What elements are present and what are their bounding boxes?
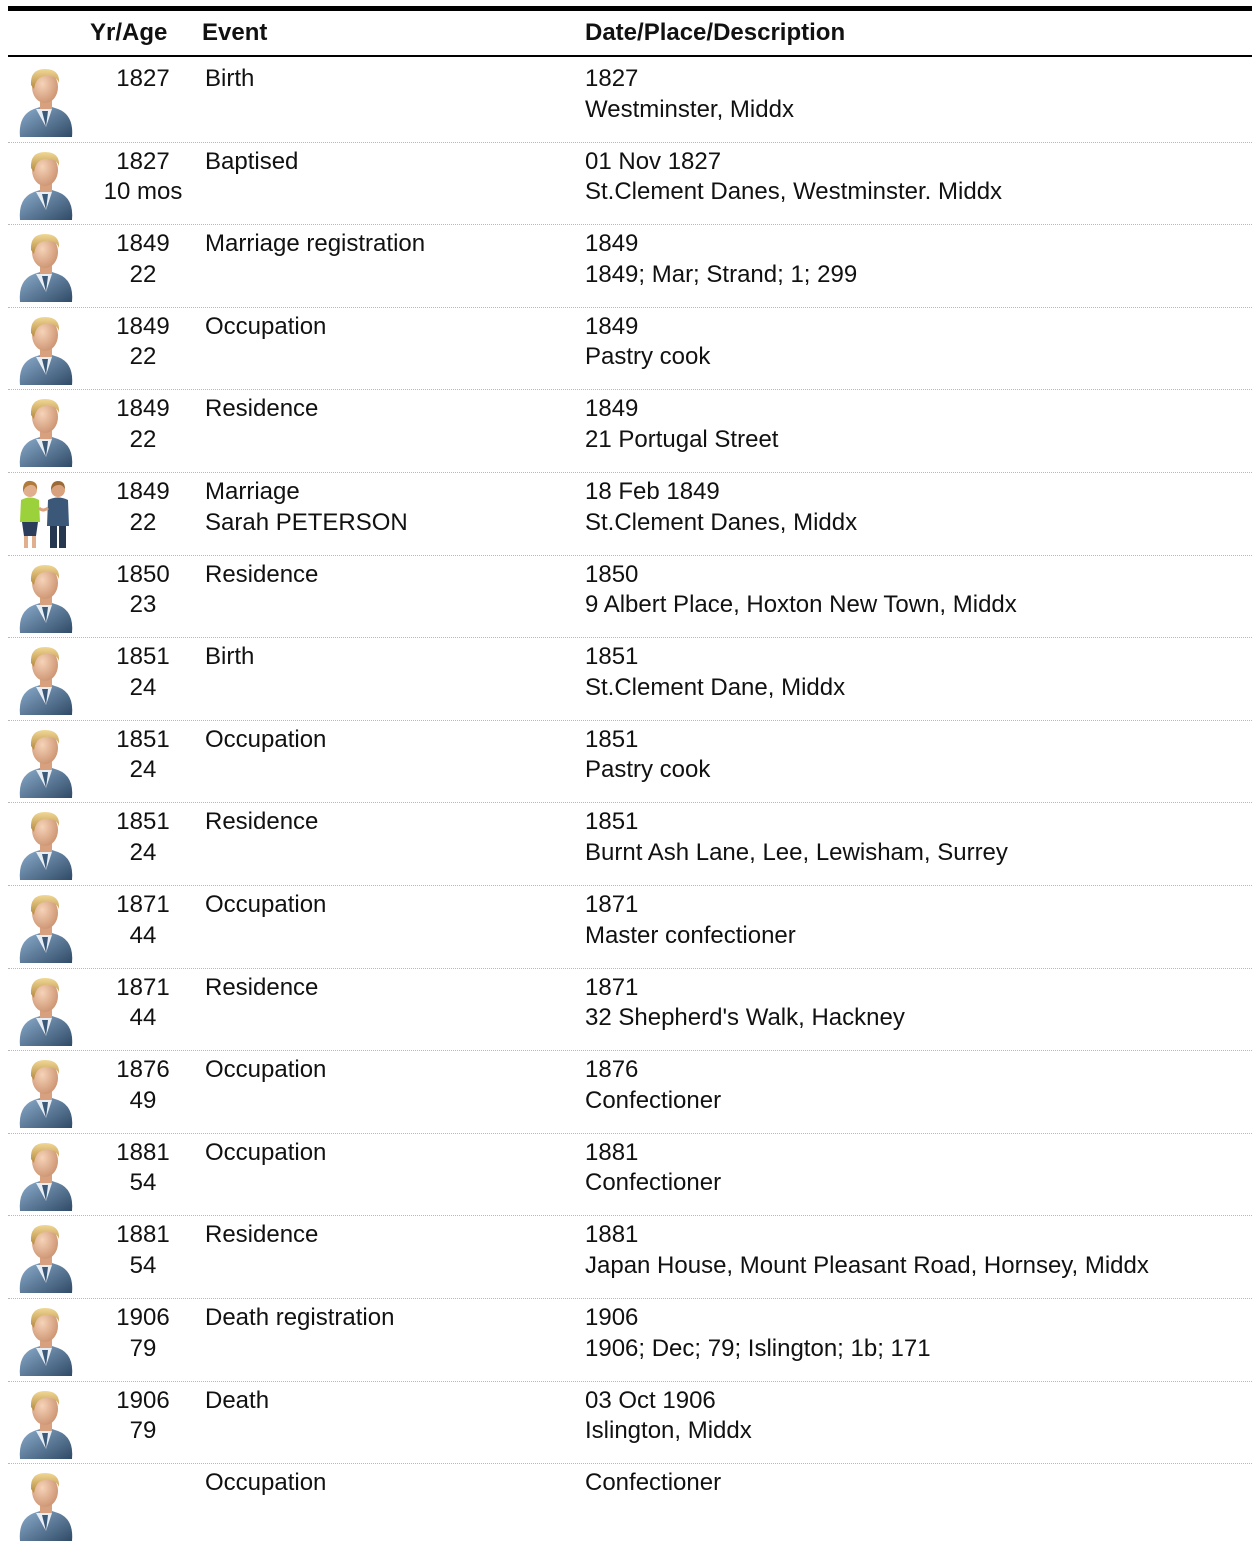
- table-row: [8, 638, 1252, 721]
- description-cell: [585, 1138, 721, 1199]
- event-spouse: [205, 1416, 269, 1447]
- event-cell: [205, 973, 318, 1034]
- event-date: 1851: [585, 725, 639, 753]
- event-spouse: Sarah PETERSON: [205, 508, 408, 536]
- table-row: [8, 803, 1252, 886]
- age-text: 22: [129, 425, 157, 453]
- year-text: 1881: [116, 1221, 170, 1249]
- year-age-cell: [78, 1386, 208, 1447]
- event-date: 1851: [585, 643, 639, 671]
- event-name: Residence: [205, 808, 319, 836]
- event-date: 03 Oct 1906: [585, 1386, 716, 1414]
- table-row: [8, 225, 1252, 308]
- person-icon: [12, 1387, 78, 1461]
- table-row: [8, 969, 1252, 1052]
- table-row: [8, 473, 1252, 556]
- year-text: 1851: [116, 725, 170, 753]
- year-age-cell: [78, 1138, 208, 1199]
- event-place: Confectioner: [585, 1169, 722, 1197]
- year-age-cell: [78, 147, 208, 208]
- event-spouse: [205, 1168, 326, 1199]
- person-icon: [12, 726, 78, 800]
- event-spouse: [205, 755, 326, 786]
- table-row: [8, 1382, 1252, 1465]
- event-date: 1849: [585, 230, 639, 258]
- description-cell: [585, 642, 845, 703]
- person-icon: [12, 1469, 78, 1543]
- year-age-cell: [78, 1220, 208, 1281]
- event-date: 1876: [585, 1056, 639, 1084]
- event-place: Westminster, Middx: [585, 95, 794, 123]
- table-row: [8, 1134, 1252, 1217]
- person-icon: [12, 643, 78, 717]
- couple-icon: [12, 478, 78, 552]
- event-date: 1851: [585, 808, 639, 836]
- description-cell: [585, 1055, 721, 1116]
- description-cell: [585, 312, 710, 373]
- event-place: [585, 1499, 721, 1530]
- event-name: Occupation: [205, 1138, 327, 1166]
- age-text: 22: [129, 343, 157, 371]
- age-text: 22: [129, 260, 157, 288]
- event-spouse: [205, 1334, 394, 1365]
- age-text: 79: [129, 1334, 157, 1362]
- event-spouse: [205, 921, 326, 952]
- event-spouse: [205, 425, 318, 456]
- description-cell: [585, 1220, 1149, 1281]
- description-cell: [585, 973, 905, 1034]
- event-name: Death: [205, 1386, 270, 1414]
- age-text: 24: [129, 673, 157, 701]
- table-row: [8, 308, 1252, 391]
- person-icon: [12, 808, 78, 882]
- event-spouse: [205, 342, 326, 373]
- event-spouse: [205, 177, 298, 208]
- year-text: 1871: [116, 890, 170, 918]
- year-text: 1851: [116, 808, 170, 836]
- age-text: [78, 1499, 208, 1530]
- person-icon: [12, 395, 78, 469]
- event-place: 1849; Mar; Strand; 1; 299: [585, 260, 858, 288]
- event-spouse: [205, 1086, 326, 1117]
- description-cell: [585, 1386, 752, 1447]
- table-row: [8, 721, 1252, 804]
- person-icon: [12, 891, 78, 965]
- event-name: Residence: [205, 1221, 319, 1249]
- event-date: 1850: [585, 560, 639, 588]
- event-name: Residence: [205, 973, 319, 1001]
- year-text: 1906: [116, 1386, 170, 1414]
- person-icon: [12, 148, 78, 222]
- age-text: [78, 95, 208, 126]
- event-date: Confectioner: [585, 1469, 722, 1497]
- event-date: 1881: [585, 1221, 639, 1249]
- table-row: [8, 390, 1252, 473]
- year-text: 1827: [116, 147, 170, 175]
- event-name: Occupation: [205, 890, 327, 918]
- year-age-cell: [78, 642, 208, 703]
- table-row: [8, 556, 1252, 639]
- event-spouse: [205, 590, 318, 621]
- event-cell: [205, 890, 326, 951]
- event-cell: [205, 1468, 326, 1529]
- event-name: Death registration: [205, 1303, 395, 1331]
- age-text: 10 mos: [103, 178, 183, 206]
- description-cell: [585, 394, 778, 455]
- year-text: 1876: [116, 1056, 170, 1084]
- event-date: 1827: [585, 65, 639, 92]
- year-age-cell: [78, 973, 208, 1034]
- event-place: Japan House, Mount Pleasant Road, Hornsey, Middx: [585, 1251, 1149, 1279]
- event-spouse: [205, 260, 425, 291]
- event-cell: [205, 312, 326, 373]
- event-place: 32 Shepherd's Walk, Hackney: [585, 1004, 905, 1032]
- event-name: Occupation: [205, 1056, 327, 1084]
- event-date: 1871: [585, 890, 639, 918]
- year-age-cell: [78, 725, 208, 786]
- description-cell: [585, 807, 1008, 868]
- age-text: 44: [129, 921, 157, 949]
- year-age-cell: [78, 1055, 208, 1116]
- event-cell: [205, 1386, 269, 1447]
- event-name: Marriage: [205, 477, 300, 505]
- description-cell: [585, 1468, 721, 1529]
- year-text: 1849: [116, 230, 170, 258]
- description-cell: [585, 1303, 931, 1364]
- person-icon: [12, 974, 78, 1048]
- event-cell: [205, 147, 298, 208]
- table-row: [8, 1216, 1252, 1299]
- year-text: 1827: [116, 65, 170, 92]
- event-place: Pastry cook: [585, 343, 711, 371]
- person-icon: [12, 1139, 78, 1213]
- year-text: 1881: [116, 1138, 170, 1166]
- event-cell: [205, 642, 254, 703]
- year-age-cell: [78, 890, 208, 951]
- event-name: Residence: [205, 395, 319, 423]
- event-place: 9 Albert Place, Hoxton New Town, Middx: [585, 591, 1017, 619]
- table-row: [8, 60, 1252, 143]
- age-text: 54: [129, 1169, 157, 1197]
- year-age-cell: [78, 394, 208, 455]
- table-row: [8, 143, 1252, 226]
- person-icon: [12, 561, 78, 635]
- event-cell: [205, 394, 318, 455]
- description-cell: [585, 890, 796, 951]
- person-icon: [12, 230, 78, 304]
- event-cell: [205, 1055, 326, 1116]
- events-table: [8, 60, 1252, 1547]
- year-text: 1849: [116, 395, 170, 423]
- event-place: Burnt Ash Lane, Lee, Lewisham, Surrey: [585, 838, 1008, 866]
- event-cell: [205, 64, 254, 125]
- event-cell: [205, 725, 326, 786]
- event-date: 01 Nov 1827: [585, 147, 722, 175]
- table-row: [8, 1464, 1252, 1547]
- event-spouse: [205, 1251, 318, 1282]
- event-place: St.Clement Danes, Middx: [585, 508, 858, 536]
- event-cell: [205, 1220, 318, 1281]
- person-icon: [12, 1304, 78, 1378]
- event-cell: [205, 1138, 326, 1199]
- year-age-cell: [78, 229, 208, 290]
- year-text: 1851: [116, 643, 170, 671]
- table-row: [8, 1051, 1252, 1134]
- table-header: [8, 11, 1252, 57]
- event-cell: [205, 477, 408, 538]
- event-date: 1849: [585, 312, 639, 340]
- event-spouse: [205, 1003, 318, 1034]
- year-age-cell: [78, 560, 208, 621]
- description-cell: [585, 64, 794, 125]
- event-cell: [205, 807, 318, 868]
- description-cell: [585, 560, 1017, 621]
- age-text: 24: [129, 838, 157, 866]
- table-row: [8, 886, 1252, 969]
- age-text: 22: [129, 508, 157, 536]
- year-text: 1906: [116, 1303, 170, 1331]
- event-name: Baptised: [205, 147, 299, 175]
- age-text: 23: [129, 591, 157, 619]
- year-age-cell: [78, 1303, 208, 1364]
- person-icon: [12, 65, 78, 139]
- year-text: 1871: [116, 973, 170, 1001]
- year-age-cell: [78, 477, 208, 538]
- event-cell: [205, 560, 318, 621]
- person-icon: [12, 1221, 78, 1295]
- event-cell: [205, 229, 425, 290]
- event-name: Birth: [205, 643, 255, 671]
- description-cell: [585, 147, 1002, 208]
- event-name: Occupation: [205, 312, 327, 340]
- event-date: 1849: [585, 395, 639, 423]
- year-age-cell: [78, 312, 208, 373]
- event-place: Master confectioner: [585, 921, 796, 949]
- event-name: Residence: [205, 560, 319, 588]
- age-text: 49: [129, 1086, 157, 1114]
- event-spouse: [205, 1499, 326, 1530]
- event-date: 1881: [585, 1138, 639, 1166]
- year-text: [78, 1468, 208, 1499]
- event-name: Marriage registration: [205, 230, 426, 258]
- event-cell: [205, 1303, 394, 1364]
- year-text: 1850: [116, 560, 170, 588]
- event-place: St.Clement Dane, Middx: [585, 673, 846, 701]
- description-cell: [585, 477, 857, 538]
- year-text: 1849: [116, 477, 170, 505]
- column-header-description: Date/Place/Description: [585, 19, 846, 46]
- column-header-yrage: Yr/Age: [90, 19, 168, 46]
- event-name: Birth: [205, 65, 255, 92]
- event-place: 21 Portugal Street: [585, 425, 779, 453]
- event-name: Occupation: [205, 1469, 327, 1497]
- age-text: 79: [129, 1417, 157, 1445]
- table-row: [8, 1299, 1252, 1382]
- event-spouse: [205, 95, 254, 126]
- event-date: 18 Feb 1849: [585, 477, 720, 505]
- event-place: Confectioner: [585, 1086, 722, 1114]
- person-icon: [12, 1056, 78, 1130]
- description-cell: [585, 725, 710, 786]
- age-text: 24: [129, 756, 157, 784]
- column-header-event: Event: [202, 19, 268, 46]
- year-age-cell: [78, 1468, 208, 1529]
- event-place: Islington, Middx: [585, 1417, 752, 1445]
- year-text: 1849: [116, 312, 170, 340]
- year-age-cell: [78, 807, 208, 868]
- event-place: 1906; Dec; 79; Islington; 1b; 171: [585, 1334, 931, 1362]
- description-cell: [585, 229, 857, 290]
- event-spouse: [205, 673, 254, 704]
- age-text: 54: [129, 1251, 157, 1279]
- event-date: 1871: [585, 973, 639, 1001]
- year-age-cell: [78, 64, 208, 125]
- event-date: 1906: [585, 1303, 639, 1331]
- event-place: St.Clement Danes, Westminster. Middx: [585, 178, 1003, 206]
- event-name: Occupation: [205, 725, 327, 753]
- age-text: 44: [129, 1004, 157, 1032]
- event-spouse: [205, 838, 318, 869]
- event-place: Pastry cook: [585, 756, 711, 784]
- person-icon: [12, 313, 78, 387]
